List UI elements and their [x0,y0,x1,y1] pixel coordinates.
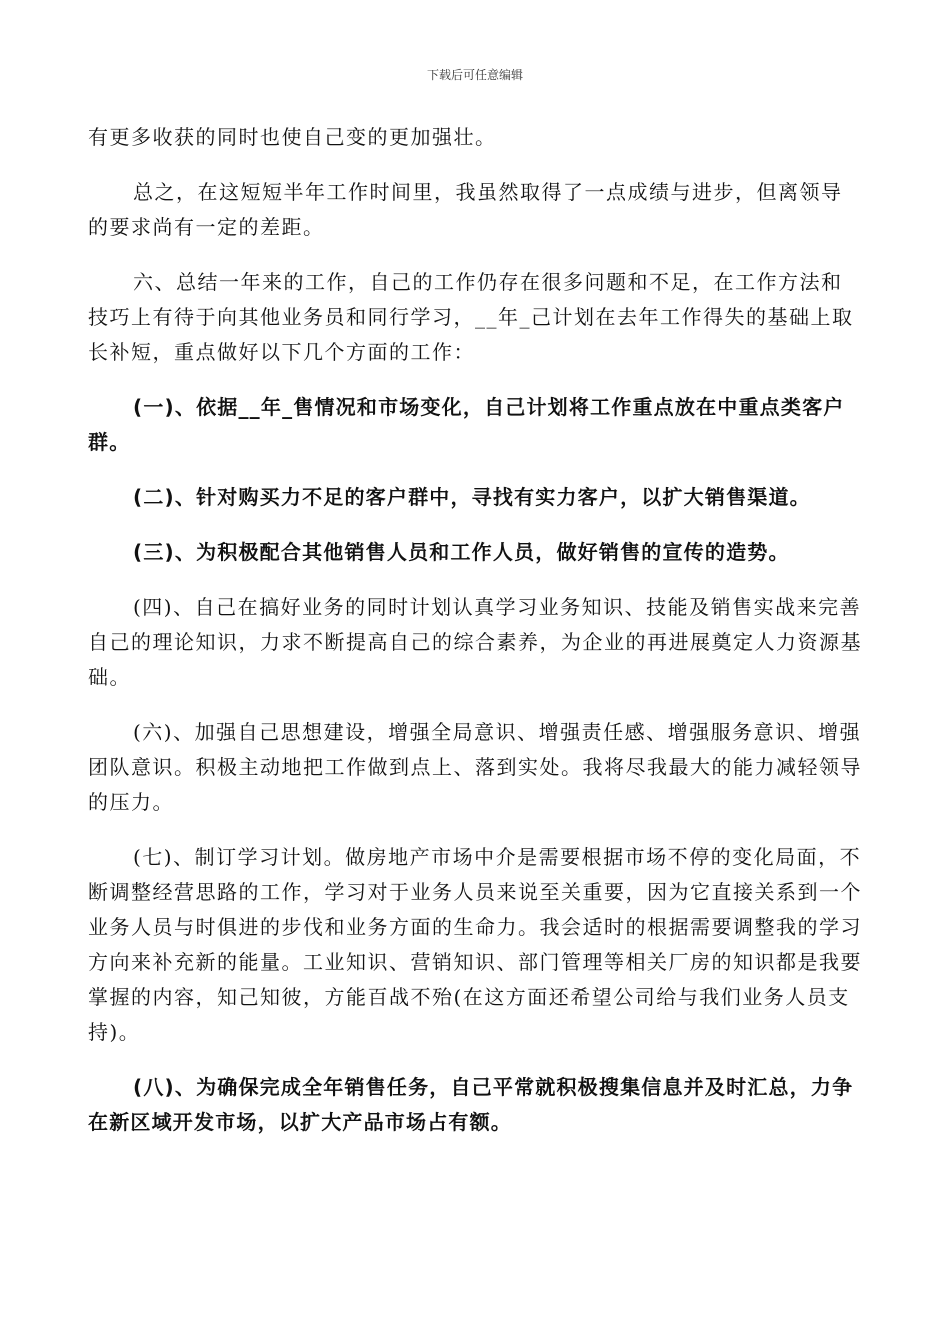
paragraph-3: 六、总结一年来的工作，自己的工作仍存在很多问题和不足，在工作方法和技巧上有待于向其他业务员和同行学习，__年_己计划在去年工作得失的基础上取长补短，重点做好以下几个方面的工作： [88,270,854,364]
paragraph-8: (六)、加强自己思想建设，增强全局意识、增强责任感、增强服务意识、增强团队意识。积极主动地把工作做到点上、落到实处。我将尽我最大的能力减轻领导的压力。 [88,720,862,814]
paragraph-9: (七)、制订学习计划。做房地产市场中介是需要根据市场不停的变化局面，不断调整经营思路的工作，学习对于业务人员来说至关重要，因为它直接关系到一个业务人员与时俱进的步伐和业务方面的生命力。我会适时的根据需要调整我的学习方向来补充新的能量。工业知识、营销知识、部门管理等相关厂房的知识都是我要掌握的内容，知己知彼，方能百战不殆(在这方面还希望公司给与我们业务人员支持)。 [88,845,862,1044]
paragraph-6: (三)、为积极配合其他销售人员和工作人员，做好销售的宣传的造势。 [133,540,790,564]
page-header: 下载后可任意编辑 [426,68,523,82]
document-body [88,120,863,1160]
paragraph-4: (一)、依据__年_售情况和市场变化，自己计划将工作重点放在中重点类客户群。 [88,395,845,454]
paragraph-10: (八)、为确保完成全年销售任务，自己平常就积极搜集信息并及时汇总，力争在新区域开发市场，以扩大产品市场占有额。 [88,1075,854,1134]
paragraph-1: 有更多收获的同时也使自己变的更加强壮。 [88,125,497,149]
paragraph-7: (四)、自己在搞好业务的同时计划认真学习业务知识、技能及销售实战来完善自己的理论知识，力求不断提高自己的综合素养，为企业的再进展奠定人力资源基础。 [88,595,862,689]
paragraph-2: 总之，在这短短半年工作时间里，我虽然取得了一点成绩与进步，但离领导的要求尚有一定的差距。 [88,180,843,239]
paragraph-5: (二)、针对购买力不足的客户群中，寻找有实力客户，以扩大销售渠道。 [133,485,811,509]
